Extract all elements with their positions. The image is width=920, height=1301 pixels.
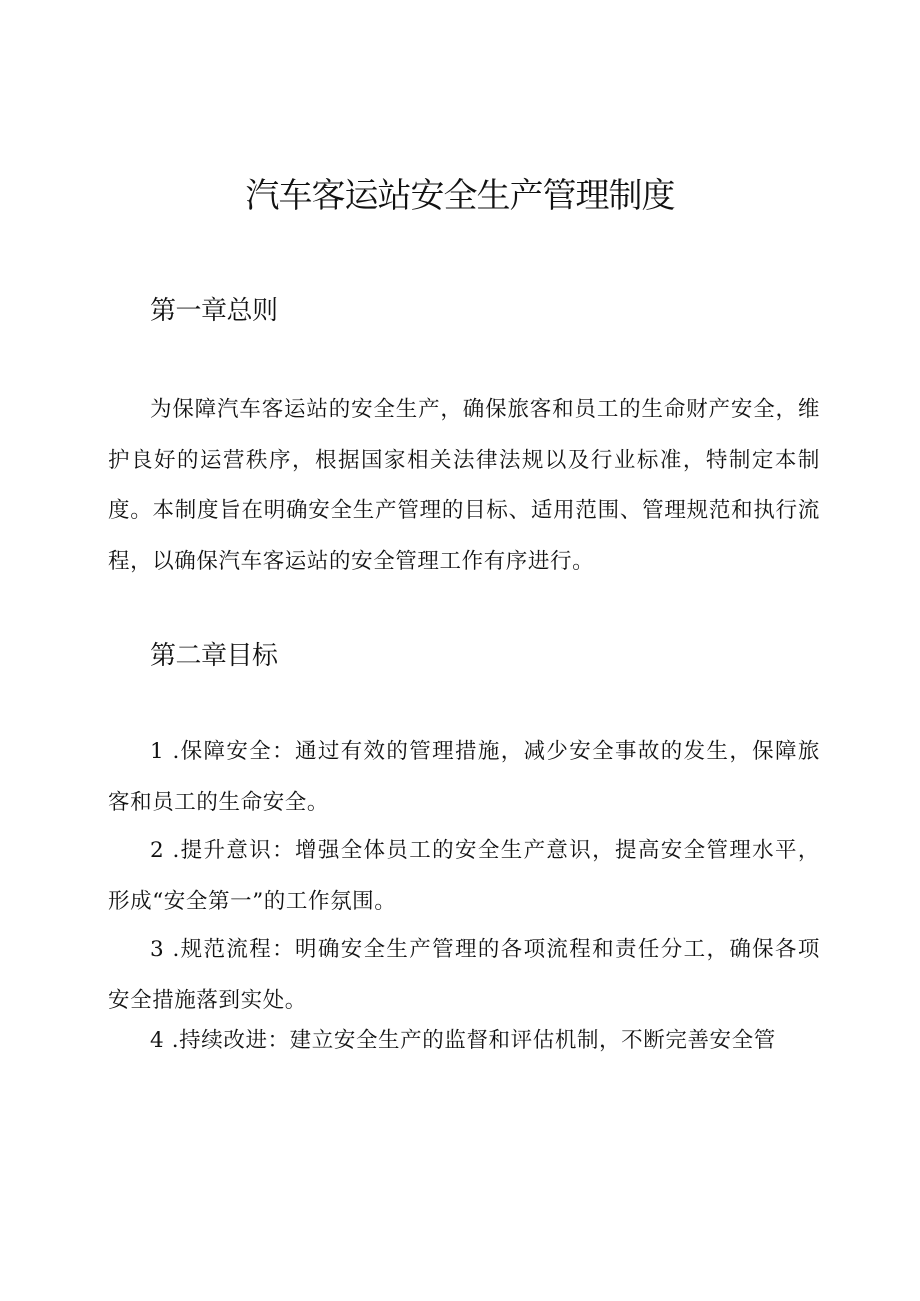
goal-item-2: 2 .提升意识：增强全体员工的安全生产意识，提高安全管理水平，形成“安全第一”的工作氛围。 bbox=[108, 838, 820, 914]
goal-item-3: 3 .规范流程：明确安全生产管理的各项流程和责任分工，确保各项安全措施落到实处。 bbox=[108, 937, 820, 1013]
chapter-1-paragraph: 为保障汽车客运站的安全生产，确保旅客和员工的生命财产安全，维护良好的运营秩序，根据国家相关法律法规以及行业标准，特制定本制度。本制度旨在明确安全生产管理的目标、适用范围、管理规范和执行流程，以确保汽车客运站的安全管理工作有序进行。 bbox=[108, 397, 820, 574]
document-title: 汽车客运站安全生产管理制度 bbox=[245, 176, 675, 216]
chapter-2-heading: 第二章目标 bbox=[150, 641, 278, 671]
goal-item-1: 1 .保障安全：通过有效的管理措施，减少安全事故的发生，保障旅客和员工的生命安全。 bbox=[108, 739, 820, 815]
chapter-1-heading: 第一章总则 bbox=[150, 296, 278, 326]
goal-item-4: 4 .持续改进：建立安全生产的监督和评估机制，不断完善安全管 bbox=[150, 1028, 776, 1053]
